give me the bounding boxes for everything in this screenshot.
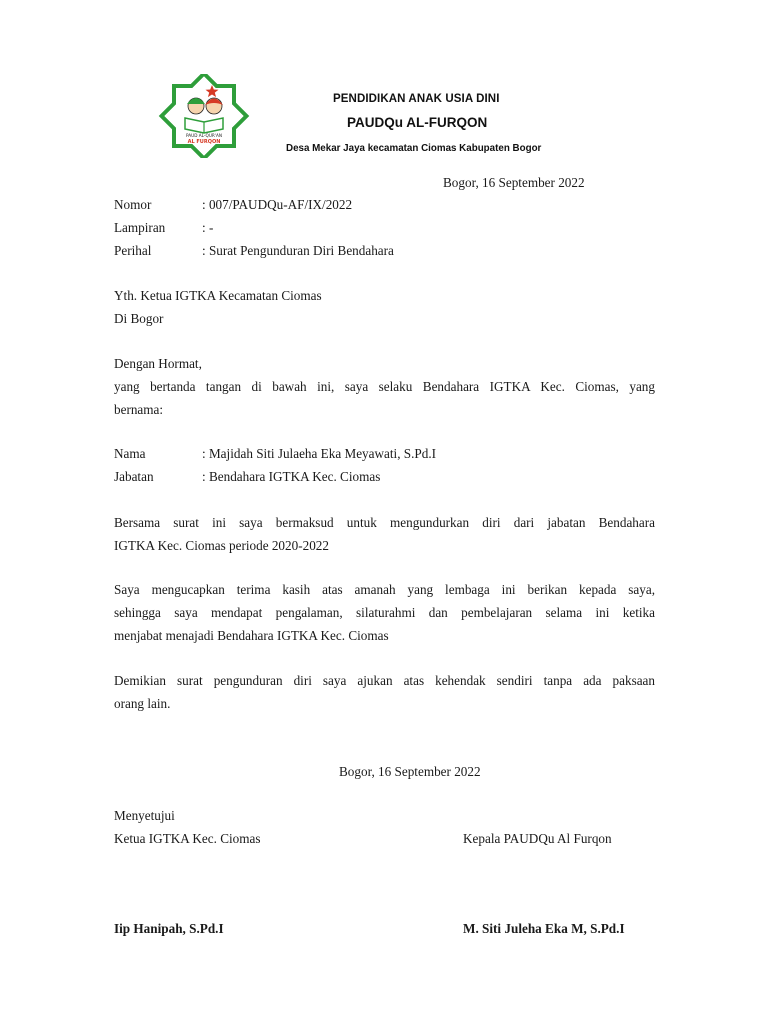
identity-value-jabatan: : Bendahara IGTKA Kec. Ciomas: [202, 469, 381, 484]
paragraph-2-line-2: sehingga saya mendapat pengalaman, silaturahmi dan pembelajaran selama ini ketika: [114, 605, 655, 620]
paragraph-2-line-3: menjabat menajadi Bendahara IGTKA Kec. Ciomas: [114, 628, 389, 643]
letterhead-line-1: PENDIDIKAN ANAK USIA DINI: [333, 93, 500, 105]
logo-emblem-icon: [158, 74, 250, 158]
intro-line-1: yang bertanda tangan di bawah ini, saya selaku Bendahara IGTKA Kec. Ciomas, yang: [114, 379, 655, 394]
svg-text:AL FURQON: AL FURQON: [187, 139, 221, 145]
meta-label-lampiran: Lampiran: [114, 220, 166, 235]
letter-date-top: Bogor, 16 September 2022: [443, 175, 585, 190]
letterhead-address: Desa Mekar Jaya kecamatan Ciomas Kabupaten Bogor: [286, 143, 542, 154]
signature-right-name: M. Siti Juleha Eka M, S.Pd.I: [463, 921, 625, 936]
meta-value-lampiran: : -: [202, 220, 214, 235]
recipient-line-2: Di Bogor: [114, 311, 164, 326]
identity-value-nama: : Majidah Siti Julaeha Eka Meyawati, S.Pd.I: [202, 446, 437, 461]
signature-right-title: Kepala PAUDQu Al Furqon: [463, 831, 612, 846]
meta-label-nomor: Nomor: [114, 197, 152, 212]
intro-line-2: bernama:: [114, 402, 164, 417]
meta-value-nomor: : 007/PAUDQu-AF/IX/2022: [202, 197, 353, 212]
greeting: Dengan Hormat,: [114, 356, 202, 371]
identity-label-nama: Nama: [114, 446, 146, 461]
paud-logo: [158, 74, 250, 158]
signature-left-title: Ketua IGTKA Kec. Ciomas: [114, 831, 261, 846]
meta-value-perihal: : Surat Pengunduran Diri Bendahara: [202, 243, 394, 258]
recipient-line-1: Yth. Ketua IGTKA Kecamatan Ciomas: [114, 288, 322, 303]
paragraph-2-line-1: Saya mengucapkan terima kasih atas amanah yang lembaga ini berikan kepada saya,: [114, 582, 655, 597]
meta-label-perihal: Perihal: [114, 243, 152, 258]
signature-left-name: Iip Hanipah, S.Pd.I: [114, 921, 224, 936]
identity-label-jabatan: Jabatan: [114, 469, 154, 484]
approval-label: Menyetujui: [114, 808, 175, 823]
paragraph-1-line-2: IGTKA Kec. Ciomas periode 2020-2022: [114, 538, 329, 553]
svg-text:PAUD AL-QUR'AN: PAUD AL-QUR'AN: [186, 133, 222, 138]
paragraph-1-line-1: Bersama surat ini saya bermaksud untuk mengundurkan diri dari jabatan Bendahara: [114, 515, 655, 530]
paragraph-3-line-2: orang lain.: [114, 696, 171, 711]
letter-date-bottom: Bogor, 16 September 2022: [339, 764, 481, 779]
letterhead-school-name: PAUDQu AL-FURQON: [347, 115, 488, 130]
paragraph-3-line-1: Demikian surat pengunduran diri saya ajukan atas kehendak sendiri tanpa ada paksaan: [114, 673, 655, 688]
